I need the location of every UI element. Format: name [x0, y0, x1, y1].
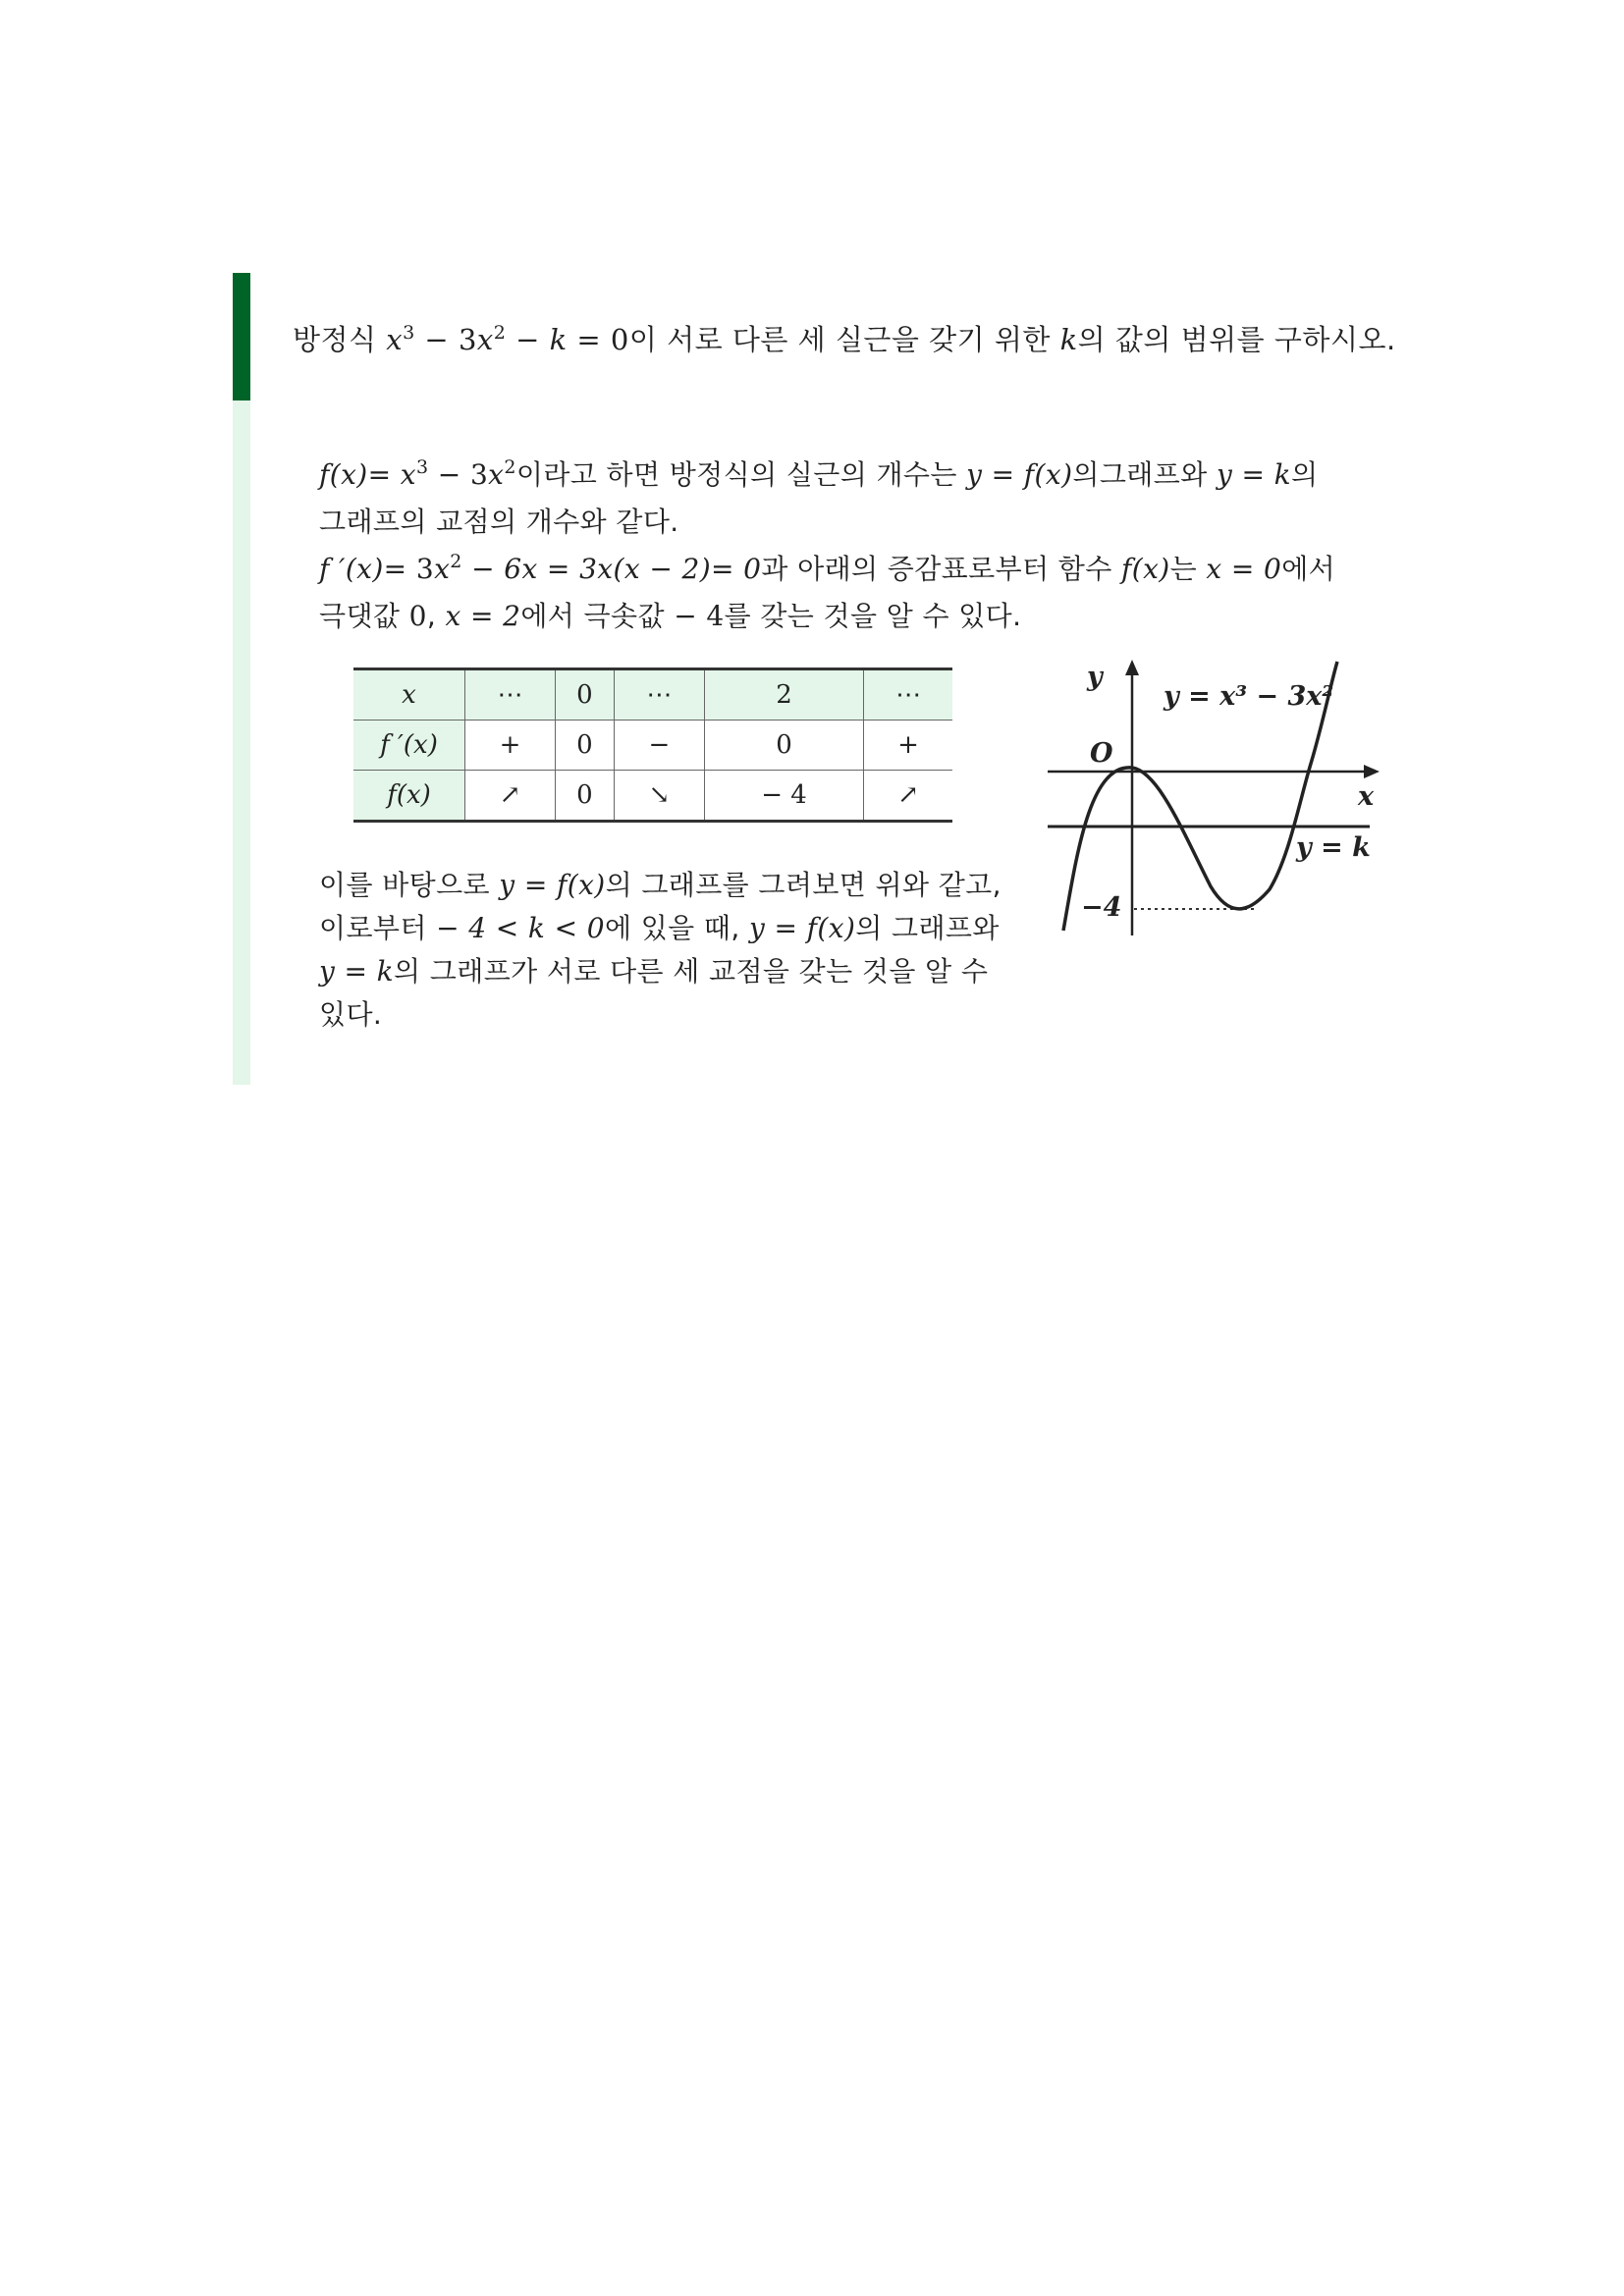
table-cell: 0	[556, 669, 615, 721]
table-row	[353, 721, 952, 771]
x-axis-label: x	[1358, 781, 1375, 812]
solution-accent-bar	[233, 400, 250, 1085]
table-cell: 2	[704, 669, 863, 721]
table-cell: −	[614, 721, 704, 771]
table-row	[353, 669, 952, 721]
table-cell: ⋯	[614, 669, 704, 721]
x-axis-arrow-icon	[1364, 765, 1380, 778]
table-cell: 0	[556, 721, 615, 771]
table-cell: 0	[704, 721, 863, 771]
table-cell: f(x)	[353, 771, 465, 822]
table-cell: ⋯	[864, 669, 952, 721]
table-cell: ⋯	[465, 669, 556, 721]
increase-decrease-table	[353, 667, 952, 823]
origin-label: O	[1090, 738, 1113, 769]
table-row	[353, 771, 952, 822]
solution-paragraph-2: 이를 바탕으로 y = f(x)의 그래프를 그려보면 위와 같고, 이로부터 − 4 < k < 0에 있을 때, y = f(x)의 그래프와 y = k의 그래프가 서로 다른 세 교점을 갖는 것을 알 수 있다.	[319, 869, 1001, 1031]
y-axis-label: y	[1087, 662, 1103, 692]
y-axis-arrow-icon	[1125, 660, 1139, 675]
curve-label: y = x³ − 3x²	[1164, 681, 1334, 712]
minimum-value-label: −4	[1081, 892, 1122, 923]
question-accent-bar	[233, 273, 250, 400]
solution-paragraph-1: $f(x)= x^3 - 3x^2$이라고 하면 방정식의 실근의 개수는 y = f(x)의그래프와 y = k의 그래프의 교점의 개수와 같다. f $'(x)= 3x^2 - 6x = 3x(x - 2)= 0$과 아래의 증감표로부터 함수 f(x)는 x = 0에서 극댓값 0, x = 2에서 극솟값 − 4를 갖는 것을 알 수 있다.	[319, 456, 1336, 632]
question-text: 방정식 $x^3 - 3x^2 - k = 0$이 서로 다른 세 실근을 갖기 위한 k의 값의 범위를 구하시오.	[293, 322, 1396, 356]
line-label: y = k	[1296, 832, 1371, 863]
table-cell: 0	[556, 771, 615, 822]
table-cell: ↘	[614, 771, 704, 822]
table-cell: f ′(x)	[353, 721, 465, 771]
table-cell: ↗	[864, 771, 952, 822]
table-cell: +	[465, 721, 556, 771]
table-cell: x	[353, 669, 465, 721]
table-cell: +	[864, 721, 952, 771]
table-cell: − 4	[704, 771, 863, 822]
table-cell: ↗	[465, 771, 556, 822]
